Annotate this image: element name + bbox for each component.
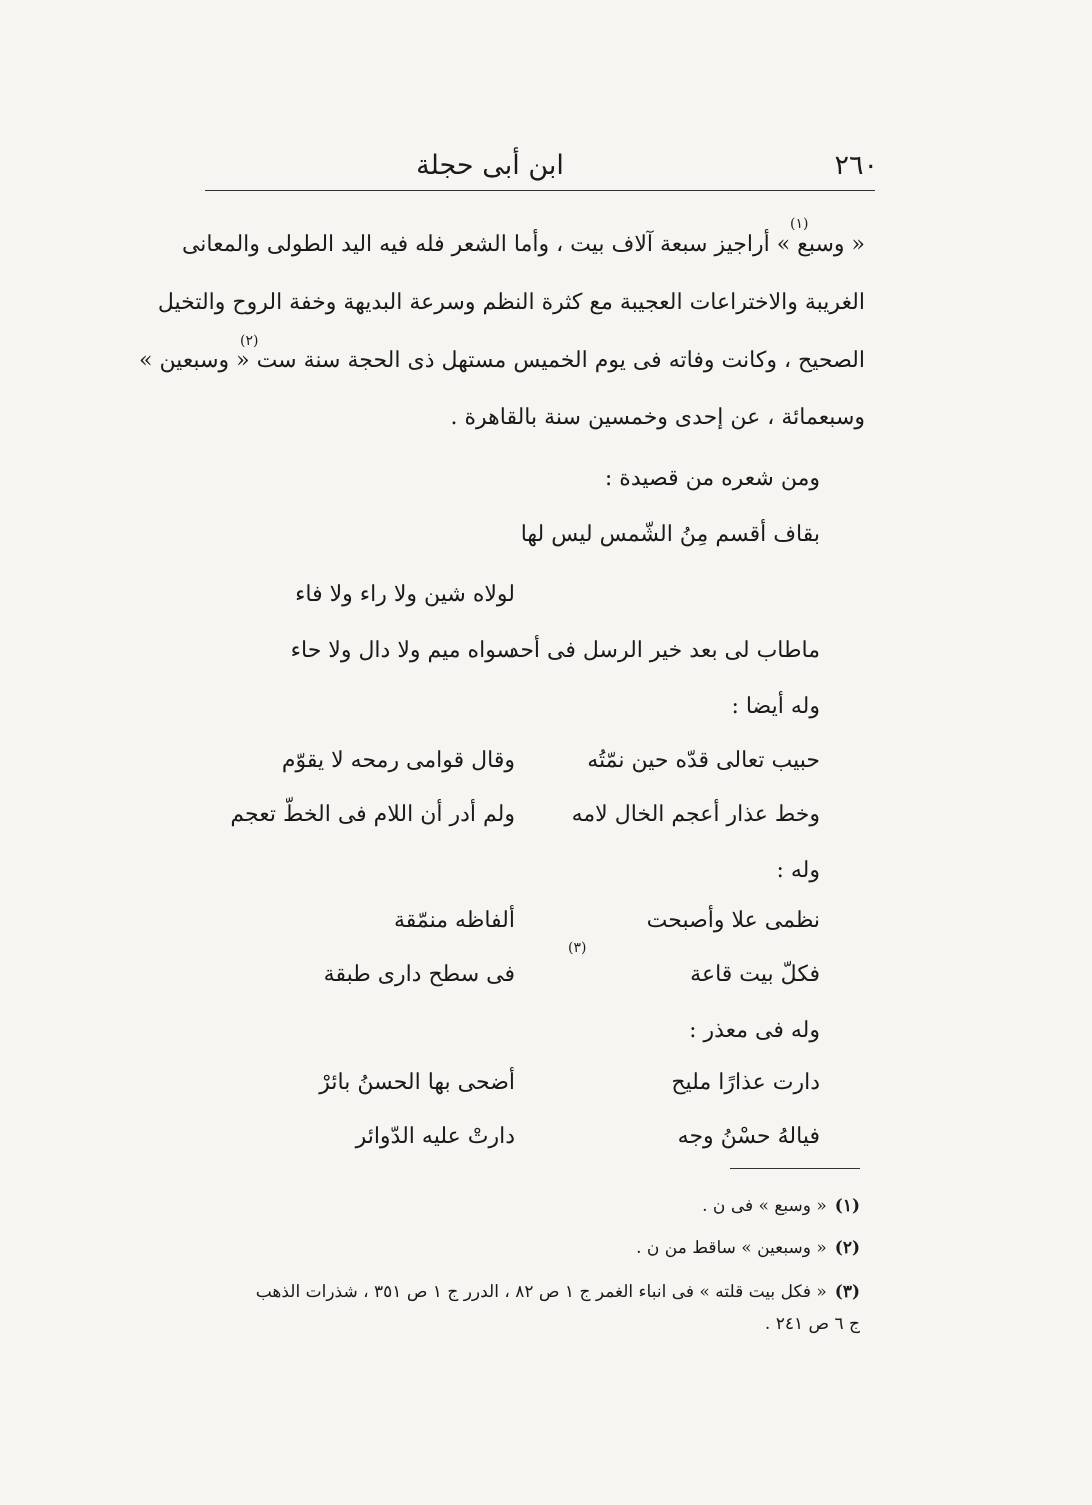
footnote-text: « وسبعين » ساقط من ن . — [636, 1238, 827, 1258]
verse-line: بقاف أقسم مِنُ الشّمس ليس لها — [520, 522, 820, 547]
note-mark-2: (٢) — [240, 333, 259, 349]
verse-right-hemistich: فيالهُ حسْنُ وجه — [677, 1124, 820, 1149]
verse-right-hemistich: ماطاب لى بعد خير الرسل فى أحد — [508, 638, 820, 663]
paragraph-line-3: الصحيح ، وكانت وفاته فى يوم الخميس مستهل ذى الحجة سنة ست « وسبعين » — [138, 348, 865, 373]
verse-left-hemistich: سواه ميم ولا دال ولا حاء — [290, 638, 515, 663]
footnote-3-continued — [220, 1314, 860, 1334]
verse-left-hemistich: ولم أدر أن اللام فى الخطّ تعجم — [230, 802, 515, 827]
footnote-2 — [220, 1238, 860, 1258]
note-mark-3: (٣) — [568, 940, 587, 956]
footnote-number: (١) — [834, 1196, 860, 1216]
paragraph-line-4: وسبعمائة ، عن إحدى وخمسين سنة بالقاهرة . — [450, 405, 865, 430]
footnote-number: (٢) — [834, 1238, 860, 1258]
running-title: ابن أبى حجلة — [416, 150, 564, 181]
intro-poem-3: وله : — [776, 858, 820, 883]
verse-right-hemistich: دارت عذارًا مليح — [671, 1070, 820, 1095]
header-rule — [205, 190, 875, 191]
verse-right-hemistich: وخط عذار أعجم الخال لامه — [571, 802, 820, 827]
footnote-text: ج ٦ ص ٢٤١ . — [764, 1314, 860, 1334]
footnote-text: « وسبع » فى ن . — [702, 1196, 827, 1216]
verse-right-hemistich: حبيب تعالى قدّه حين نمّتُه — [587, 748, 820, 773]
intro-poem-1: ومن شعره من قصيدة : — [604, 466, 820, 491]
footnote-3 — [220, 1282, 860, 1302]
verse-left-hemistich: ألفاظه منمّقة — [393, 908, 515, 933]
footnote-number: (٣) — [834, 1282, 860, 1302]
footnote-1 — [220, 1196, 860, 1216]
intro-poem-4: وله فى معذر : — [689, 1018, 820, 1043]
verse-left-hemistich: دارتْ عليه الدّوائر — [355, 1124, 515, 1149]
verse-left-hemistich: فى سطح دارى طبقة — [323, 962, 515, 987]
footnote-rule — [730, 1168, 860, 1169]
verse-right-hemistich: فكلّ بيت قاعة — [690, 962, 820, 987]
footnote-text: « فكل بيت قلته » فى انباء الغمر ج ١ ص ٨٢ ، الدرر ج ١ ص ٣٥١ ، شذرات الذهب — [255, 1282, 827, 1302]
verse-right-hemistich: نظمى علا وأصبحت — [646, 908, 820, 933]
note-mark-1: (١) — [790, 216, 809, 232]
verse-left-hemistich: وقال قوامى رمحه لا يقوّم — [281, 748, 515, 773]
page-number: ٢٦٠ — [834, 150, 878, 181]
verse-left-hemistich: أضحى بها الحسنُ بائرْ — [319, 1070, 515, 1095]
verse-line: لولاه شين ولا راء ولا فاء — [295, 582, 515, 607]
intro-poem-2: وله أيضا : — [731, 694, 820, 719]
paragraph-line-2: الغريبة والاختراعات العجيبة مع كثرة النظم وسرعة البديهة وخفة الروح والتخيل — [157, 290, 865, 315]
paragraph-line-1: « وسبع » أراجيز سبعة آلاف بيت ، وأما الشعر فله فيه اليد الطولى والمعانى — [181, 232, 865, 257]
